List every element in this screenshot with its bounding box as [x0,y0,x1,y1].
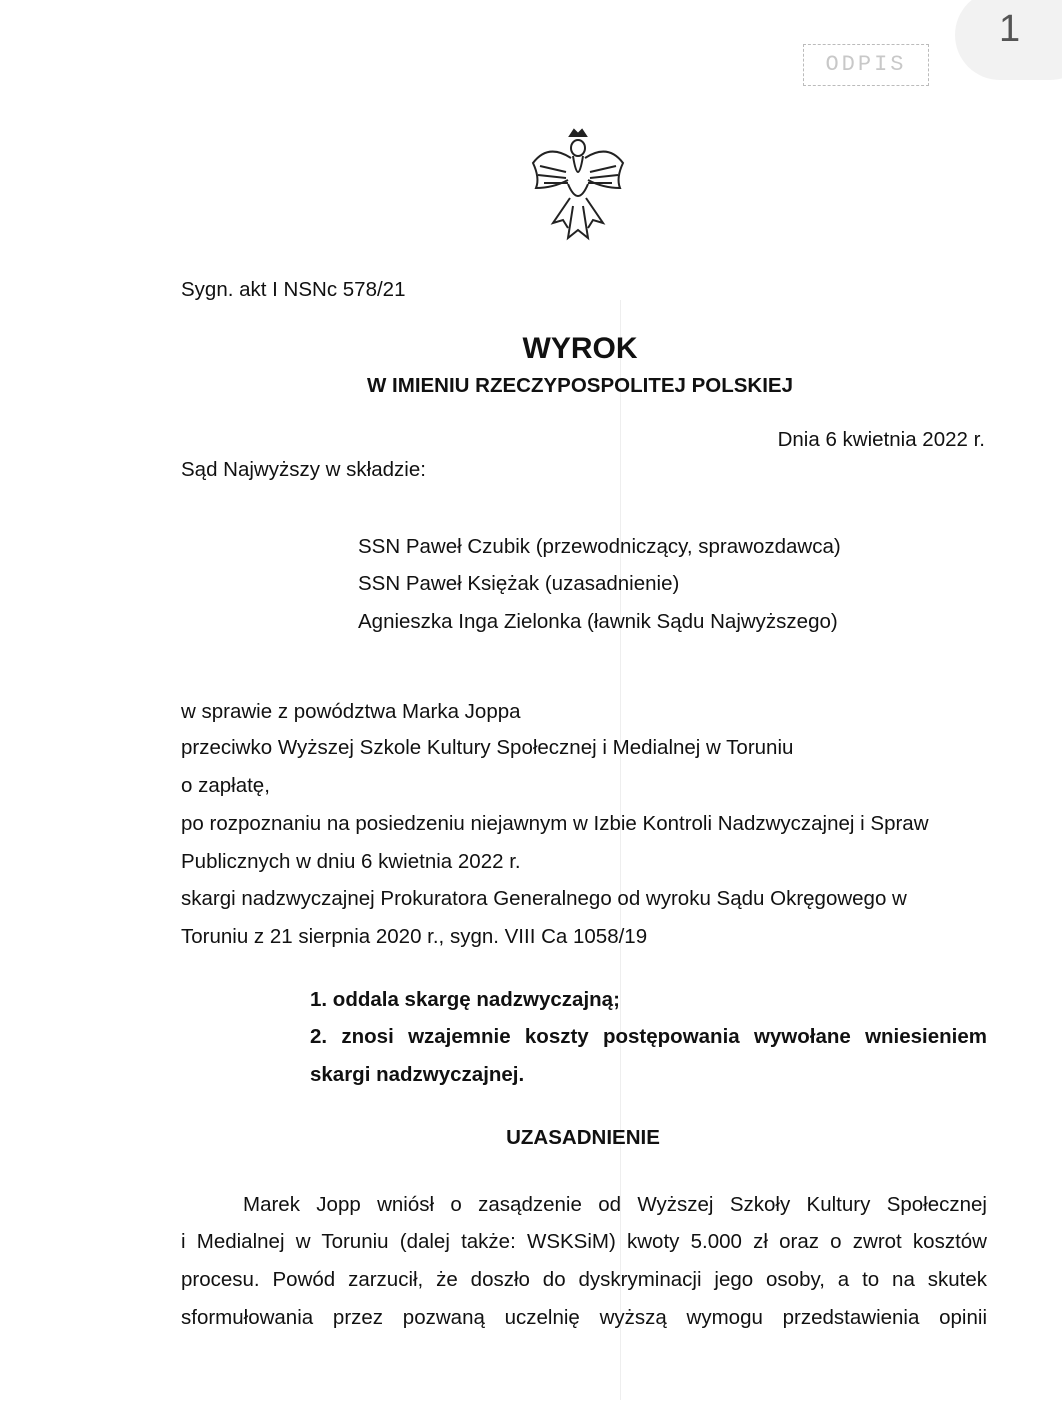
page-number-badge [955,0,1062,80]
case-line: skargi nadzwyczajnej Prokuratora Generalnego od wyroku Sądu Okręgowego w [181,887,907,910]
case-line: Toruniu z 21 sierpnia 2020 r., sygn. VIII Ca 1058/19 [181,925,648,948]
justification-line: i Medialnej w Toruniu (dalej także: WSKSiM) kwoty 5.000 zł oraz o zwrot kosztów [181,1230,987,1253]
justification-heading: UZASADNIENIE [506,1126,660,1149]
page-number: 1 [999,8,1021,50]
case-line: w sprawie z powództwa Marka Joppa [181,700,521,723]
justification-line: Marek Jopp wniósł o zasądzenie od Wyższej Szkoły Kultury Społecznej [243,1193,987,1216]
justification-line: procesu. Powód zarzucił, że doszło do dyskryminacji jego osoby, a to na skutek [181,1268,987,1291]
judge-1: SSN Paweł Czubik (przewodniczący, sprawozdawca) [358,535,841,558]
ruling-item-continued: skargi nadzwyczajnej. [310,1063,525,1086]
ruling-item: 2. znosi wzajemnie koszty postępowania wywołane wniesieniem [310,1025,987,1048]
case-line: o zapłatę, [181,774,270,797]
court-composition-intro: Sąd Najwyższy w składzie: [181,458,426,481]
case-line: przeciwko Wyższej Szkole Kultury Społecznej i Medialnej w Toruniu [181,736,794,759]
case-line: Publicznych w dniu 6 kwietnia 2022 r. [181,850,521,873]
case-reference: Sygn. akt I NSNc 578/21 [181,278,406,301]
judge-2: SSN Paweł Księżak (uzasadnienie) [358,572,680,595]
judgment-date: Dnia 6 kwietnia 2022 r. [777,428,985,451]
copy-stamp: ODPIS [803,44,929,86]
document-subtitle: W IMIENIU RZECZYPOSPOLITEJ POLSKIEJ [367,374,793,397]
ruling-item: 1. oddala skargę nadzwyczajną; [310,988,620,1011]
document-title: WYROK [522,332,638,365]
justification-line: sformułowania przez pozwaną uczelnię wyższą wymogu przedstawienia opinii [181,1306,987,1329]
case-line: po rozpoznaniu na posiedzeniu niejawnym w Izbie Kontroli Nadzwyczajnej i Spraw [181,812,929,835]
judge-3: Agnieszka Inga Zielonka (ławnik Sądu Najwyższego) [358,610,838,633]
polish-eagle-emblem [528,128,628,243]
